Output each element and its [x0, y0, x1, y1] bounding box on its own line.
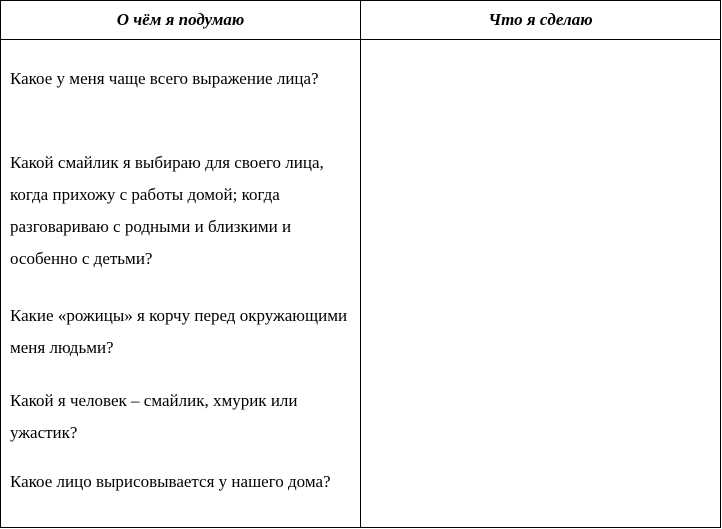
body-row	[1, 40, 721, 528]
header-think-about: О чём я подумаю	[1, 1, 361, 40]
header-what-i-will-do: Что я сделаю	[361, 1, 721, 40]
question-4: Какой я человек – смайлик, хмурик или ужастик?	[10, 391, 298, 442]
question-2: Какой смайлик я выбираю для своего лица, когда прихожу с работы домой; когда разговариваю с родными и близкими и особенно с детьми?	[10, 153, 324, 268]
questions-cell	[1, 40, 361, 528]
question-5: Какое лицо вырисовывается у нашего дома?	[10, 472, 331, 491]
question-3: Какие «рожицы» я корчу перед окружающими меня людьми?	[10, 306, 348, 357]
answer-cell[interactable]	[361, 40, 721, 528]
header-row	[1, 1, 721, 40]
question-1: Какое у меня чаще всего выражение лица?	[10, 69, 319, 88]
